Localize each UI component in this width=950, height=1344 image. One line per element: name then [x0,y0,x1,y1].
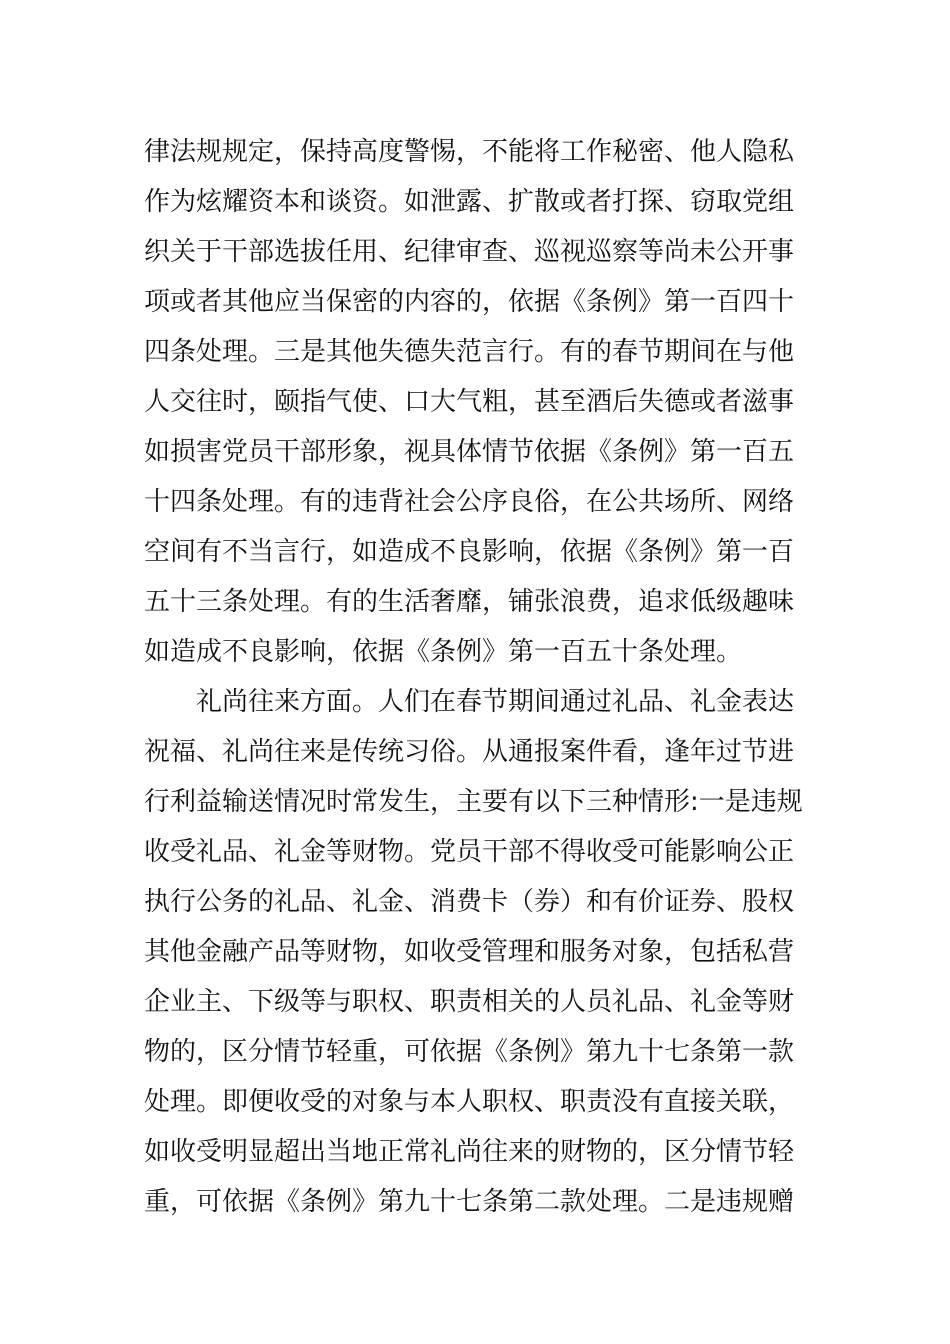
text-line: 如收受明显超出当地正常礼尚往来的财物的，区分情节轻 [144,1137,795,1167]
text-line: 其他金融产品等财物，如收受管理和服务对象，包括私营 [144,937,795,967]
text-line: 律法规规定，保持高度警惕，不能将工作秘密、他人隐私 [144,137,795,167]
text-line: 空间有不当言行，如造成不良影响，依据《条例》第一百 [144,537,795,567]
text-line: 物的，区分情节轻重，可依据《条例》第九十七条第一款 [144,1037,795,1067]
paragraph-start-line: 礼尚往来方面。人们在春节期间通过礼品、礼金表达 [196,687,795,717]
text-line: 重，可依据《条例》第九十七条第二款处理。二是违规赠 [144,1187,795,1217]
text-line: 企业主、下级等与职权、职责相关的人员礼品、礼金等财 [144,987,795,1017]
body-text [144,127,814,1227]
text-line: 如造成不良影响，依据《条例》第一百五十条处理。 [144,637,743,667]
text-line: 执行公务的礼品、礼金、消费卡（券）和有价证券、股权 [144,887,795,917]
text-line: 收受礼品、礼金等财物。党员干部不得收受可能影响公正 [144,837,795,867]
text-line: 人交往时，颐指气使、口大气粗，甚至酒后失德或者滋事 [144,387,795,417]
text-line: 处理。即便收受的对象与本人职权、职责没有直接关联， [144,1087,795,1117]
text-line: 项或者其他应当保密的内容的，依据《条例》第一百四十 [144,287,795,317]
text-line: 织关于干部选拔任用、纪律审查、巡视巡察等尚未公开事 [144,237,795,267]
text-line: 作为炫耀资本和谈资。如泄露、扩散或者打探、窃取党组 [144,187,795,217]
text-line: 五十三条处理。有的生活奢靡，铺张浪费，追求低级趣味 [144,587,795,617]
text-line: 四条处理。三是其他失德失范言行。有的春节期间在与他 [144,337,795,367]
text-line: 如损害党员干部形象，视具体情节依据《条例》第一百五 [144,437,795,467]
text-line: 行利益输送情况时常发生，主要有以下三种情形:一是违规 [144,787,803,817]
text-line: 十四条处理。有的违背社会公序良俗，在公共场所、网络 [144,487,795,517]
text-line: 祝福、礼尚往来是传统习俗。从通报案件看，逢年过节进 [144,737,795,767]
